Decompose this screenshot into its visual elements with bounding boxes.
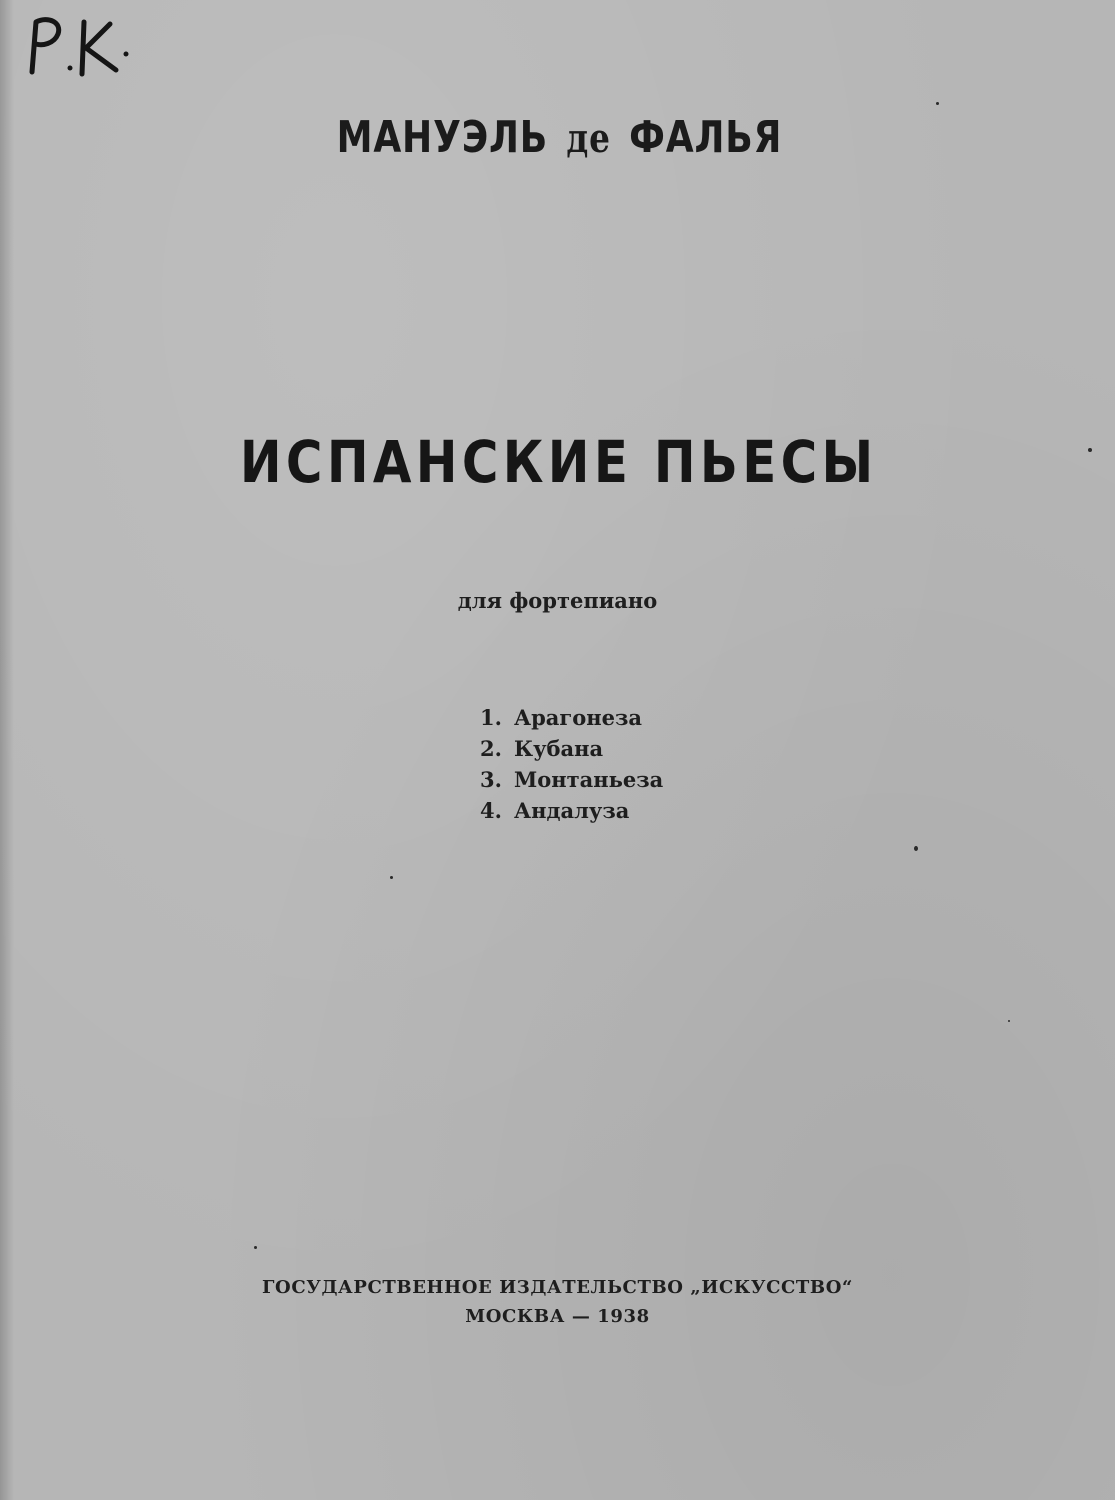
pieces-list [480, 702, 663, 826]
author-name [102, 112, 1016, 163]
handwritten-initials [18, 8, 138, 88]
paper-speck [1088, 448, 1092, 452]
piece-name: Монтаньеза [514, 767, 664, 792]
instrument-subtitle: для фортепиано [457, 588, 658, 613]
handwritten-initials-drawing [18, 8, 138, 88]
paper-speck [390, 876, 393, 879]
author-last-name: ФАЛЬЯ [629, 112, 783, 163]
piece-number: 2. [480, 736, 502, 761]
list-item [480, 733, 663, 764]
list-item [480, 764, 663, 795]
work-title: ИСПАНСКИЕ ПЬЕСЫ [239, 428, 878, 496]
piece-name: Андалуза [514, 798, 630, 823]
author-first-name: МАНУЭЛЬ [336, 112, 549, 163]
piece-name: Кубана [514, 736, 604, 761]
paper-speck [254, 1246, 257, 1249]
piece-number: 1. [480, 705, 502, 730]
paper-speck [914, 846, 918, 851]
paper-speck [936, 102, 939, 105]
piece-name: Арагонеза [514, 705, 643, 730]
piece-number: 4. [480, 798, 502, 823]
list-item [480, 702, 663, 733]
paper-speck [1008, 1020, 1010, 1022]
author-particle: де [566, 115, 611, 162]
publisher-name: ГОСУДАРСТВЕННОЕ ИЗДАТЕЛЬСТВО „ИСКУССТВО“ [262, 1277, 853, 1298]
publication-place-year: МОСКВА — 1938 [465, 1306, 650, 1327]
list-item [480, 795, 663, 826]
piece-number: 3. [480, 767, 502, 792]
